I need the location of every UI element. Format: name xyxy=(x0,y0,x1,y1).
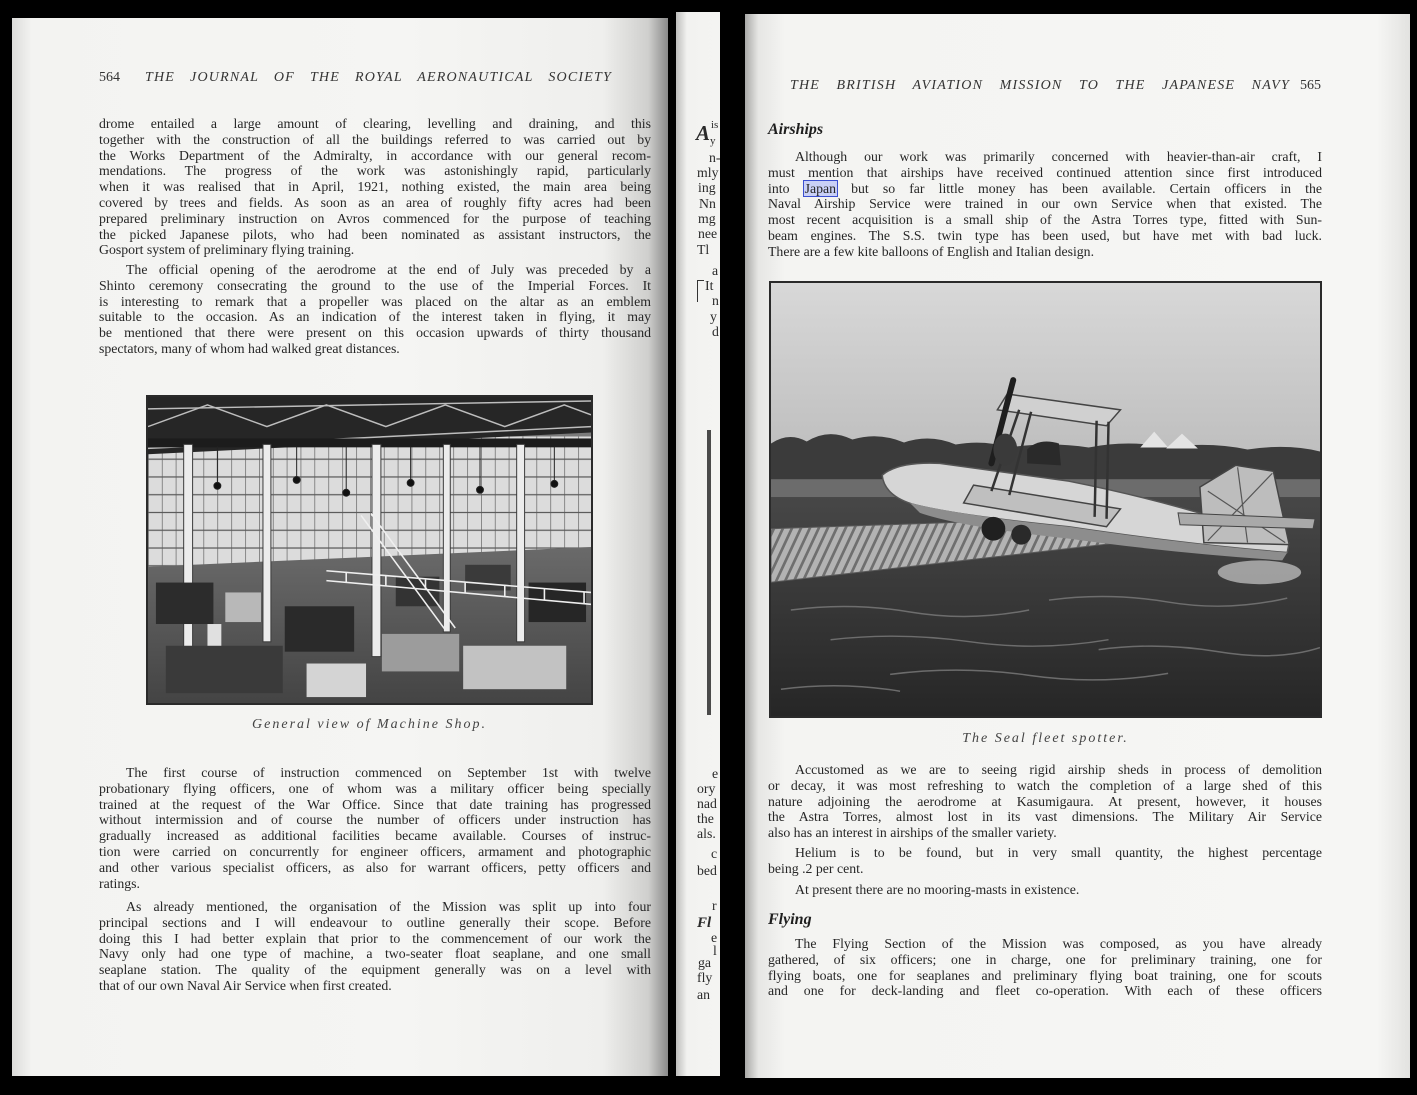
beaching-wheel xyxy=(981,517,1005,541)
text-line: ratings. xyxy=(99,875,140,891)
spray xyxy=(1218,560,1301,584)
text-fragment: nad xyxy=(697,796,717,811)
text-line: or decay, it was most refreshing to watch the completion of a large shed of this xyxy=(768,777,1322,793)
text-line: drome entailed a large amount of clearing, levelling and draining, and this xyxy=(99,116,651,131)
running-head: THE BRITISH AVIATION MISSION TO THE JAPANESE NAVY xyxy=(790,78,1290,93)
beaching-wheel xyxy=(1011,525,1031,545)
text-fragment: l xyxy=(713,943,717,958)
paragraph xyxy=(768,845,1322,877)
text-line: flying boats, one for seaplanes and preliminary flying boat training, one for scouts xyxy=(768,967,1322,983)
text-line: probationary flying officers, one of whom was a military officer being specially xyxy=(99,780,651,796)
text-line: suitable to the occasion. As an indication of the interest taken in flying, it may xyxy=(99,309,651,325)
left-page xyxy=(12,18,668,1076)
text-line: together with the construction of all the buildings referred to was carried out by xyxy=(99,131,651,147)
text-fragment: n- xyxy=(709,150,721,165)
text-line: beam engines. The S.S. twin type has been used, but have met with bad luck. xyxy=(768,227,1322,243)
text-line: Navy only had one type of machine, a two-seater float seaplane, and one small xyxy=(99,946,651,962)
text-line: mendations. The progress of the work was astonishingly rapid, particularly xyxy=(99,163,651,179)
text-line: also has an interest in airships of the smaller variety. xyxy=(768,825,1057,841)
machine-shop-image xyxy=(148,397,591,703)
text-fragment: ory xyxy=(697,781,716,796)
text-line: the Astra Torres, almost lost in its vast dimensions. The Military Air Service xyxy=(768,809,1322,825)
text-line: tion were carried on concurrently for engineer officers, armament and photographic xyxy=(99,843,651,859)
text-segment: but so far little money has been available. Certain officers in the xyxy=(837,180,1322,196)
text-fragment: y xyxy=(710,135,716,147)
paragraph xyxy=(768,762,1322,841)
figure-caption: General view of Machine Shop. xyxy=(252,717,487,732)
engine-cowling xyxy=(993,434,1017,466)
text-line: and other various specialist officers, as also for warrant officers, petty officers and xyxy=(99,859,651,875)
paragraph xyxy=(99,765,651,891)
running-head: THE JOURNAL OF THE ROYAL AERONAUTICAL SOCIETY xyxy=(145,70,612,85)
text-fragment: mly xyxy=(697,165,719,180)
text-fragment: y xyxy=(710,309,717,324)
text-line: Gosport system of preliminary flying training. xyxy=(99,242,355,258)
seal-fleet-spotter-image xyxy=(771,283,1320,716)
text-line: Although our work was primarily concerned with heavier-than-air craft, I xyxy=(795,149,1322,164)
text-line: is interesting to remark that a propeller was placed on the altar as an emblem xyxy=(99,293,651,309)
text-line: without intermission and of course the number of officers under instruction has xyxy=(99,812,651,828)
text-line: Shinto ceremony consecrating the ground to the use of the Imperial Forces. It xyxy=(99,277,651,293)
text-fragment: It xyxy=(705,278,714,293)
text-line: must mention that airships have received continued attention since first introduced xyxy=(768,164,1322,180)
seaplane-photo xyxy=(769,281,1322,718)
text-fragment: an xyxy=(697,987,711,1002)
text-line: that of our own Naval Air Service when first created. xyxy=(99,977,392,993)
text-line: At present there are no mooring-masts in existence. xyxy=(795,882,1080,897)
text-fragment: n xyxy=(712,293,719,308)
text-fragment: the xyxy=(697,811,714,826)
text-fragment: Tl xyxy=(697,242,710,257)
text-fragment: is xyxy=(711,119,719,131)
paragraph xyxy=(99,262,651,357)
page-number: 564 xyxy=(99,70,120,85)
section-heading-flying: Flying xyxy=(768,911,812,928)
text-line: being .2 per cent. xyxy=(768,860,864,876)
text-line: Helium is to be found, but in very small quantity, the highest percentage xyxy=(795,845,1322,860)
text-fragment: Nn xyxy=(699,196,716,211)
text-line xyxy=(768,181,1322,197)
text-line: and one for deck-landing and fleet co-operation. With each of these officers xyxy=(768,983,1322,999)
right-page xyxy=(745,14,1410,1078)
text-fragment: e xyxy=(712,766,719,781)
machine-shop-photo xyxy=(146,395,593,705)
section-heading-airships: Airships xyxy=(768,121,824,138)
text-fragment: A xyxy=(696,121,711,145)
text-fragment: c xyxy=(711,846,718,861)
text-line: prepared preliminary instruction on Avros commenced for the purpose of teaching xyxy=(99,210,651,226)
text-line: doing this I had better explain that prior to the commencement of our work the xyxy=(99,930,651,946)
text-line: Accustomed as we are to seeing rigid airship sheds in process of demolition xyxy=(795,762,1322,777)
text-line: The first course of instruction commenced on September 1st with twelve xyxy=(126,765,651,780)
text-fragment: bed xyxy=(697,863,717,878)
text-line: seaplane station. The quality of the equipment generally was on a level with xyxy=(99,962,651,978)
text-line: nature adjoining the aerodrome at Kasumigaura. At present, however, it houses xyxy=(768,793,1322,809)
text-line: most recent acquisition is a small ship of the Astra Torres type, fitted with Sun- xyxy=(768,212,1322,228)
text-fragment: mg xyxy=(698,211,716,226)
page-number: 565 xyxy=(1300,78,1321,93)
text-fragment: nee xyxy=(698,226,718,241)
text-line: As already mentioned, the organisation of the Mission was split up into four xyxy=(126,899,651,914)
bracket-mark xyxy=(697,280,698,302)
text-segment: into xyxy=(768,180,804,196)
image-edge xyxy=(707,430,711,715)
text-line: covered by trees and fields. As soon as an area of roughly fifty acres had been xyxy=(99,194,651,210)
paragraph xyxy=(768,936,1322,999)
text-line: There are a few kite balloons of English and Italian design. xyxy=(768,243,1095,259)
text-line: Naval Airship Service were trained in our own Service when that existed. The xyxy=(768,196,1322,212)
text-fragment: ing xyxy=(698,180,716,195)
bracket-mark xyxy=(697,280,704,281)
text-line: trained at the request of the War Office. Since that date training has progressed xyxy=(99,796,651,812)
text-fragment: e xyxy=(711,930,718,945)
text-fragment: ga xyxy=(698,955,712,970)
text-line: when it was realised that in April, 1921, nothing existed, the main area being xyxy=(99,179,651,195)
search-highlight[interactable]: Japan xyxy=(804,180,836,196)
text-line: gathered, of six officers; one in charge, one for preliminary training, one for xyxy=(768,951,1322,967)
text-line: The Flying Section of the Mission was composed, as you have already xyxy=(795,936,1322,951)
figure-caption: The Seal fleet spotter. xyxy=(962,731,1129,746)
paragraph xyxy=(99,116,651,258)
paragraph xyxy=(768,882,1322,898)
paragraph xyxy=(768,149,1322,260)
text-line: the picked Japanese pilots, who had been nominated as assistant instructors, the xyxy=(99,226,651,242)
text-line: the Works Department of the Admiralty, in accordance with our general recom- xyxy=(99,147,651,163)
text-fragment: fly xyxy=(697,970,713,985)
text-fragment: d xyxy=(712,324,719,339)
text-line: be mentioned that there were present on this occasion upwards of thirty thousand xyxy=(99,325,651,341)
partial-page-sliver xyxy=(676,12,720,1076)
text-fragment: r xyxy=(712,898,717,913)
text-fragment: als. xyxy=(697,826,716,841)
text-line: gradually increased as additional facilities became available. Courses of instruc- xyxy=(99,828,651,844)
text-line: principal sections and I will endeavour to outline generally their scope. Before xyxy=(99,914,651,930)
text-fragment: Fl xyxy=(697,915,712,931)
text-fragment: a xyxy=(712,263,719,278)
paragraph xyxy=(99,899,651,994)
text-line: spectators, many of whom had walked great distances. xyxy=(99,340,400,356)
text-line: The official opening of the aerodrome at the end of July was preceded by a xyxy=(126,262,651,277)
